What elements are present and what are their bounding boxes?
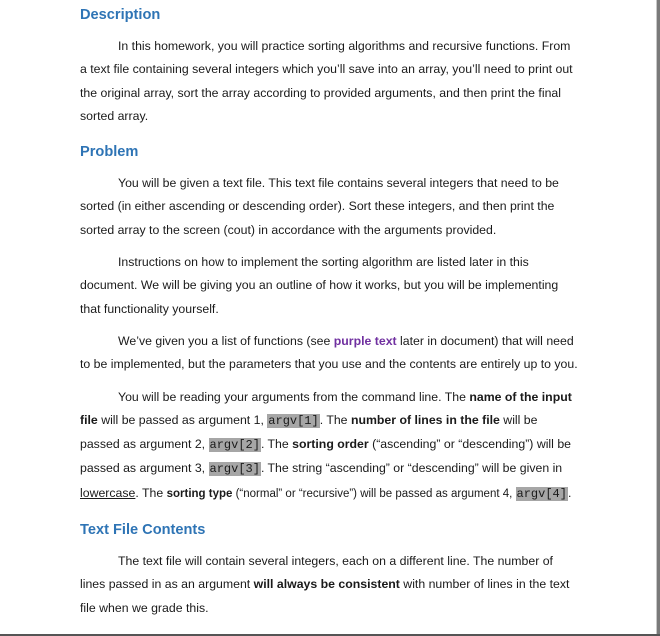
p3-post: later in document) that will need to be implemented, but the parameters that you use and the contents are entirely up to you. [80,333,578,372]
p4-t10: . [567,485,572,500]
description-paragraph: In this homework, you will practice sorting algorithms and recursive functions. From a text file containing several integers which you’ll save into an array, you’ll need to print out the original array, sort the array according to provided arguments, and then print the final sorted array. [80,39,573,123]
sorting-type-bold: sorting type [166,487,233,500]
input-file-bold: name of the input file [80,389,572,427]
p4-t4: will be passed as argument 2, [80,412,538,452]
always-consistent-bold: will always be consistent [253,577,400,592]
argv1-code: argv[1] [268,413,319,428]
num-lines-bold: number of lines in the file [350,412,500,427]
sorting-order-bold: sorting order [292,437,369,452]
problem-paragraph-2: Instructions on how to implement the sorting algorithm are listed later in this document. We will be giving you an outline of how it works, but you will be implementing that functionality yourself. [80,255,559,316]
p3-pre: We’ve given you a list of functions (see [118,333,334,348]
text-file-contents-paragraph [80,550,580,620]
problem-paragraph-4 [80,386,580,506]
problem-heading: Problem [80,144,139,161]
p4-t8: . The [135,485,167,500]
p4-t7: . The string “ascending” or “descending” will be given in [260,461,563,476]
p4-t3: . The [319,412,351,427]
argv2-code: argv[2] [209,438,260,453]
problem-paragraph-1: You will be given a text file. This text file contains several integers that need to be sorted (in either ascending or descending order). Sort these integers, and then print the sorted array to the screen (cout) in accordance with the arguments provided. [80,176,559,237]
text-file-contents-heading: Text File Contents [80,522,206,539]
p4-t9: (“normal” or “recursive”) will be passed as argument 4, [232,487,516,500]
description-heading: Description [80,7,161,23]
p4-t5: . The [260,437,293,452]
p4-t1: You will be reading your arguments from the command line. The [118,389,470,404]
argv4-code: argv[4] [516,486,567,501]
tfc-post: with number of lines in the text file when we grade this. [80,577,570,615]
document-content [80,4,580,620]
tfc-pre: The text file will contain several integers, each on a different line. The number of lines passed in as an argument [80,554,553,592]
problem-paragraph-3 [80,330,580,377]
lowercase-underlined: lowercase [80,485,136,500]
purple-text-highlight: purple text [333,333,397,348]
argv3-code: argv[3] [209,462,260,477]
p4-t6: (“ascending” or “descending”) will be passed as argument 3, [80,437,571,476]
p4-t2: will be passed as argument 1, [97,412,268,427]
